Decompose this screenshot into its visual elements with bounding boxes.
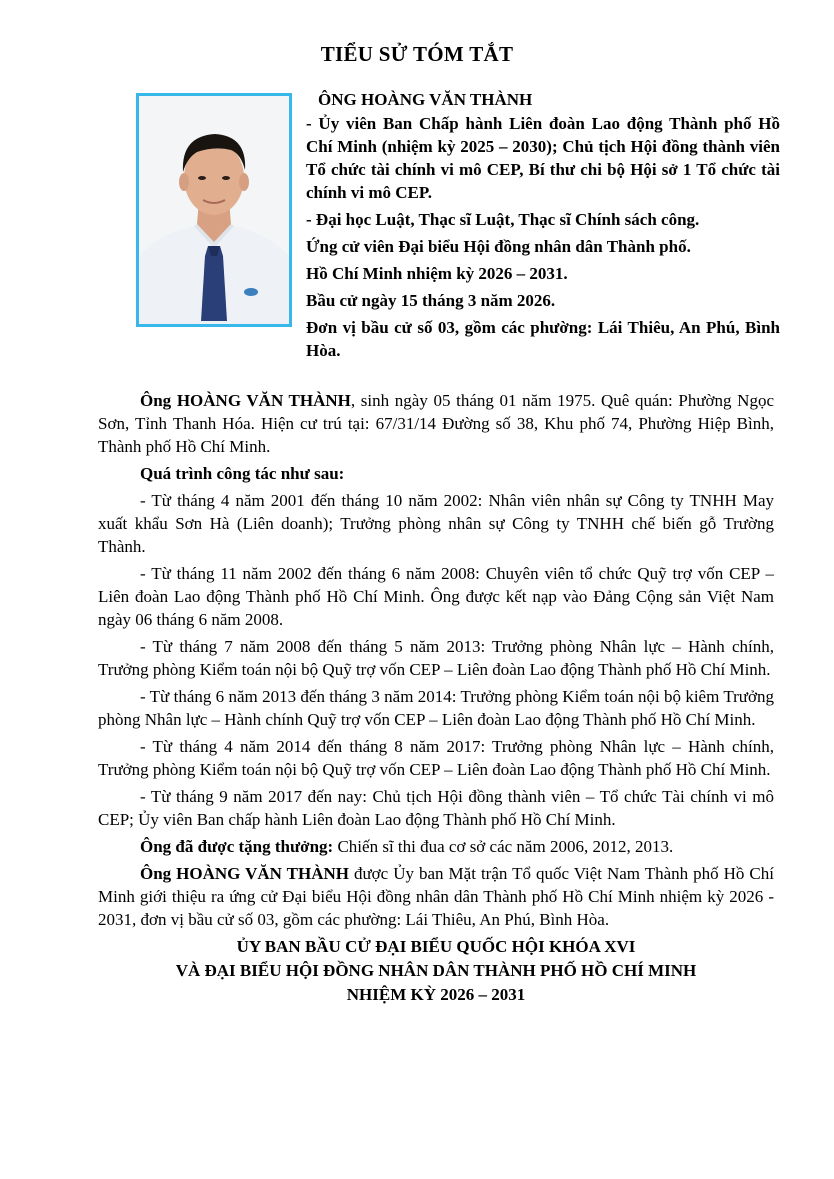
footer-line: ỦY BAN BẦU CỬ ĐẠI BIỂU QUỐC HỘI KHÓA XVI bbox=[236, 937, 636, 956]
summary-line: Hồ Chí Minh nhiệm kỳ 2026 – 2031. bbox=[306, 264, 568, 283]
summary-line: Ứng cử viên Đại biểu Hội đồng nhân dân Thành phố. bbox=[306, 237, 691, 256]
intro-name: Ông HOÀNG VĂN THÀNH bbox=[140, 391, 351, 410]
awards-label: Ông đã được tặng thưởng: bbox=[140, 837, 334, 856]
career-item: - Từ tháng 11 năm 2002 đến tháng 6 năm 2008: Chuyên viên tổ chức Quỹ trợ vốn CEP – Liên đoàn Lao động Thành phố Hồ Chí Minh. Ông được kết nạp vào Đảng Cộng sản Việt Nam ngày 06 tháng 6 năm 2008. bbox=[98, 564, 774, 629]
nomination-paragraph bbox=[98, 862, 774, 931]
issuing-committee bbox=[98, 935, 774, 1007]
footer-line: VÀ ĐẠI BIỂU HỘI ĐỒNG NHÂN DÂN THÀNH PHỐ HỒ CHÍ MINH bbox=[175, 961, 697, 980]
awards-paragraph bbox=[98, 835, 774, 858]
summary-line: Bầu cử ngày 15 tháng 3 năm 2026. bbox=[306, 291, 556, 310]
footer-line: NHIỆM KỲ 2026 – 2031 bbox=[346, 985, 526, 1004]
candidate-portrait bbox=[136, 93, 292, 327]
career-heading: Quá trình công tác như sau: bbox=[140, 464, 345, 483]
intro-paragraph bbox=[98, 389, 774, 458]
nomination-text: được Ủy ban Mặt trận Tổ quốc Việt Nam Thành phố Hồ Chí Minh giới thiệu ra ứng cử Đại biểu Hội đồng nhân dân Thành phố Hồ Chí Minh nhiệm kỳ 2026 - 2031, đơn vị bầu cử số 03, gồm các phường: Lái Thiêu, An Phú, Bình Hòa. bbox=[98, 864, 774, 929]
portrait-image bbox=[139, 96, 289, 324]
summary-line: Đơn vị bầu cử số 03, gồm các phường: Lái Thiêu, An Phú, Bình Hòa. bbox=[306, 318, 780, 360]
candidate-summary bbox=[306, 88, 780, 366]
career-item: - Từ tháng 9 năm 2017 đến nay: Chủ tịch Hội đồng thành viên – Tổ chức Tài chính vi mô CEP; Ủy viên Ban chấp hành Liên đoàn Lao động Thành phố Hồ Chí Minh. bbox=[98, 787, 774, 829]
career-item: - Từ tháng 7 năm 2008 đến tháng 5 năm 2013: Trưởng phòng Nhân lực – Hành chính, Trưởng phòng Kiểm toán nội bộ Quỹ trợ vốn CEP – Liên đoàn Lao động Thành phố Hồ Chí Minh. bbox=[98, 637, 774, 679]
document-title: TIỂU SỬ TÓM TẮT bbox=[320, 42, 514, 66]
career-item: - Từ tháng 6 năm 2013 đến tháng 3 năm 2014: Trưởng phòng Kiểm toán nội bộ kiêm Trưởng phòng Nhân lực – Hành chính Quỹ trợ vốn CEP – Liên đoàn Lao động Thành phố Hồ Chí Minh. bbox=[98, 687, 774, 729]
intro-text: , sinh ngày 05 tháng 01 năm 1975. Quê quán: Phường Ngọc Sơn, Tỉnh Thanh Hóa. Hiện cư trú tại: 67/31/14 Đường số 38, Khu phố 74, Phường Hiệp Bình, Thành phố Hồ Chí Minh. bbox=[98, 391, 774, 456]
nomination-name: Ông HOÀNG VĂN THÀNH bbox=[140, 864, 349, 883]
biography-body bbox=[98, 389, 774, 1007]
summary-line: - Đại học Luật, Thạc sĩ Luật, Thạc sĩ Chính sách công. bbox=[306, 210, 700, 229]
career-item: - Từ tháng 4 năm 2014 đến tháng 8 năm 2017: Trưởng phòng Nhân lực – Hành chính, Trưởng phòng Kiểm toán nội bộ Quỹ trợ vốn CEP – Liên đoàn Lao động Thành phố Hồ Chí Minh. bbox=[98, 737, 774, 779]
summary-line: - Ủy viên Ban Chấp hành Liên đoàn Lao động Thành phố Hồ Chí Minh (nhiệm kỳ 2025 – 2030); Chủ tịch Hội đồng thành viên Tổ chức tài chính vi mô CEP, Bí thư chi bộ Hội sở 1 Tổ chức tài chính vi mô CEP. bbox=[306, 114, 780, 202]
career-item: - Từ tháng 4 năm 2001 đến tháng 10 năm 2002: Nhân viên nhân sự Công ty TNHH May xuất khẩu Sơn Hà (Liên doanh); Trưởng phòng nhân sự Công ty TNHH chế biến gỗ Trường Thành. bbox=[98, 491, 774, 556]
candidate-name: ÔNG HOÀNG VĂN THÀNH bbox=[318, 90, 533, 109]
awards-text: Chiến sĩ thi đua cơ sở các năm 2006, 2012, 2013. bbox=[333, 837, 674, 856]
